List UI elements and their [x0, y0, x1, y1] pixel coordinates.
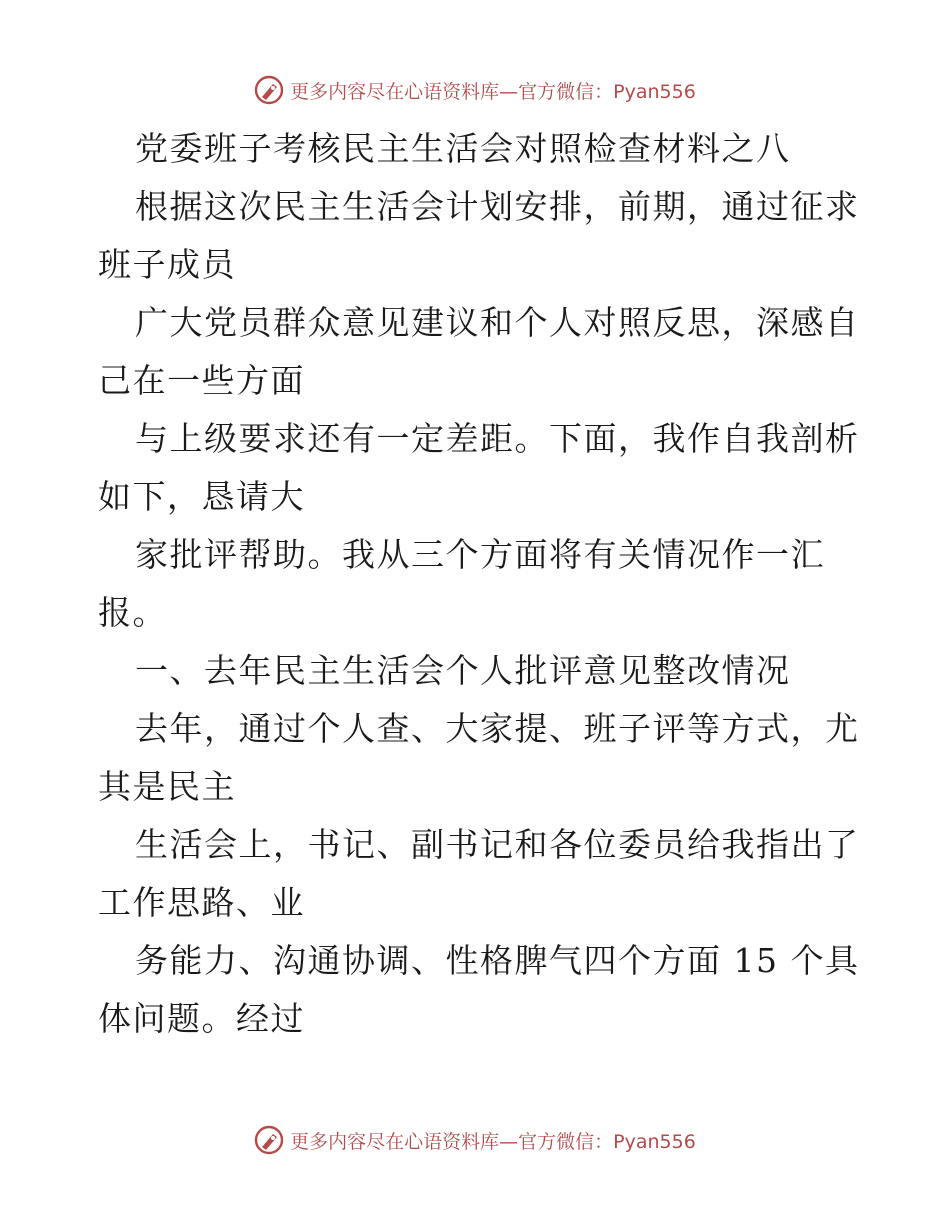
text-line: 党委班子考核民主生活会对照检查材料之八 — [135, 129, 791, 168]
text-line: 其是民主 — [98, 767, 236, 806]
pen-nib-logo-icon — [254, 1125, 284, 1155]
text-line: 去年，通过个人查、大家提、班子评等方式，尤 — [135, 709, 860, 748]
text-line: 务能力、沟通协调、性格脾气四个方面 15 个具 — [135, 941, 860, 980]
section-heading: 一、去年民主生活会个人批评意见整改情况 — [135, 651, 791, 690]
text-line: 生活会上，书记、副书记和各位委员给我指出了 — [135, 825, 860, 864]
text-line: 报。 — [98, 593, 167, 632]
text-line: 与上级要求还有一定差距。下面，我作自我剖析 — [135, 419, 860, 458]
watermark-banner-bottom — [0, 1120, 950, 1160]
watermark-text-bottom: 更多内容尽在心语资料库—官方微信：Pyan556 — [290, 1130, 696, 1153]
text-line: 根据这次民主生活会计划安排，前期，通过征求 — [135, 187, 860, 226]
text-line: 工作思路、业 — [98, 883, 305, 922]
watermark-banner-top — [0, 70, 950, 110]
watermark-text-top: 更多内容尽在心语资料库—官方微信：Pyan556 — [290, 80, 696, 103]
text-line: 广大党员群众意见建议和个人对照反思，深感自 — [135, 303, 860, 342]
text-line: 如下，恳请大 — [98, 477, 305, 516]
text-line: 家批评帮助。我从三个方面将有关情况作一汇 — [135, 535, 825, 574]
text-line: 班子成员 — [98, 245, 236, 284]
text-line: 体问题。经过 — [98, 999, 305, 1038]
text-line: 己在一些方面 — [98, 361, 305, 400]
pen-nib-logo-icon — [254, 75, 284, 105]
document-body — [98, 120, 858, 1048]
